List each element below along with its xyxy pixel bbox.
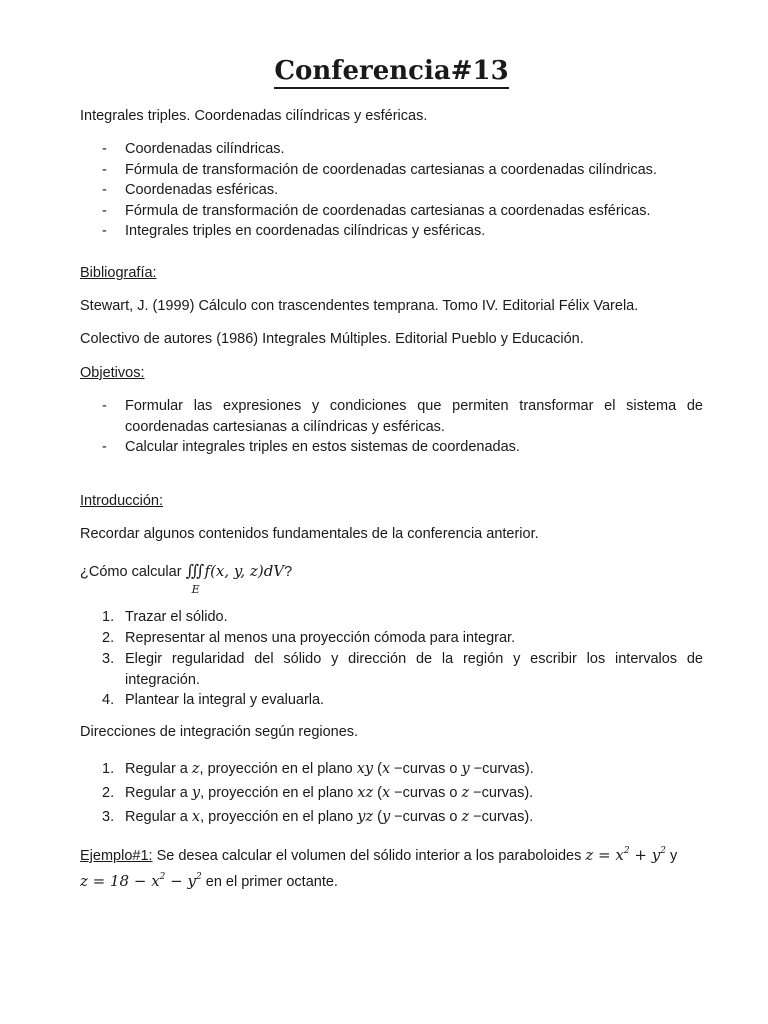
page-title: Conferencia#13 <box>80 56 703 86</box>
objectives-heading: Objetivos: <box>80 365 145 381</box>
bibliography-ref: Stewart, J. (1999) Cálculo con trascendentes temprana. Tomo IV. Editorial Félix Varela. <box>80 298 639 314</box>
subtitle: Integrales triples. Coordenadas cilíndricas y esféricas. <box>80 108 428 124</box>
paraboloid-equation-2: $z = 18 - x^2 - y^2$ <box>80 872 202 890</box>
triple-integral-symbol: ∭ E <box>185 561 201 596</box>
example-paragraph: Ejemplo#1: Se desea calcular el volumen del sólido interior a los paraboloides $z = x^2 + y^2$ y <box>80 846 678 864</box>
integral-question: ¿Cómo calcular ∭ E f(x, y, z)dV? <box>80 561 293 596</box>
paraboloid-equation-1: $z = x^2 + y^2$ <box>585 846 666 864</box>
bibliography-ref: Colectivo de autores (1986) Integrales Múltiples. Editorial Pueblo y Educación. <box>80 331 584 347</box>
introduction-heading: Introducción: <box>80 493 164 509</box>
introduction-text: Recordar algunos contenidos fundamentales de la conferencia anterior. <box>80 526 539 542</box>
example-label: Ejemplo#1: <box>80 848 153 864</box>
example-paragraph-line2: $z = 18 - x^2 - y^2$ en el primer octante. <box>80 872 338 890</box>
bibliography-heading: Bibliografía: <box>80 265 157 281</box>
directions-heading: Direcciones de integración según regiones. <box>80 724 359 740</box>
